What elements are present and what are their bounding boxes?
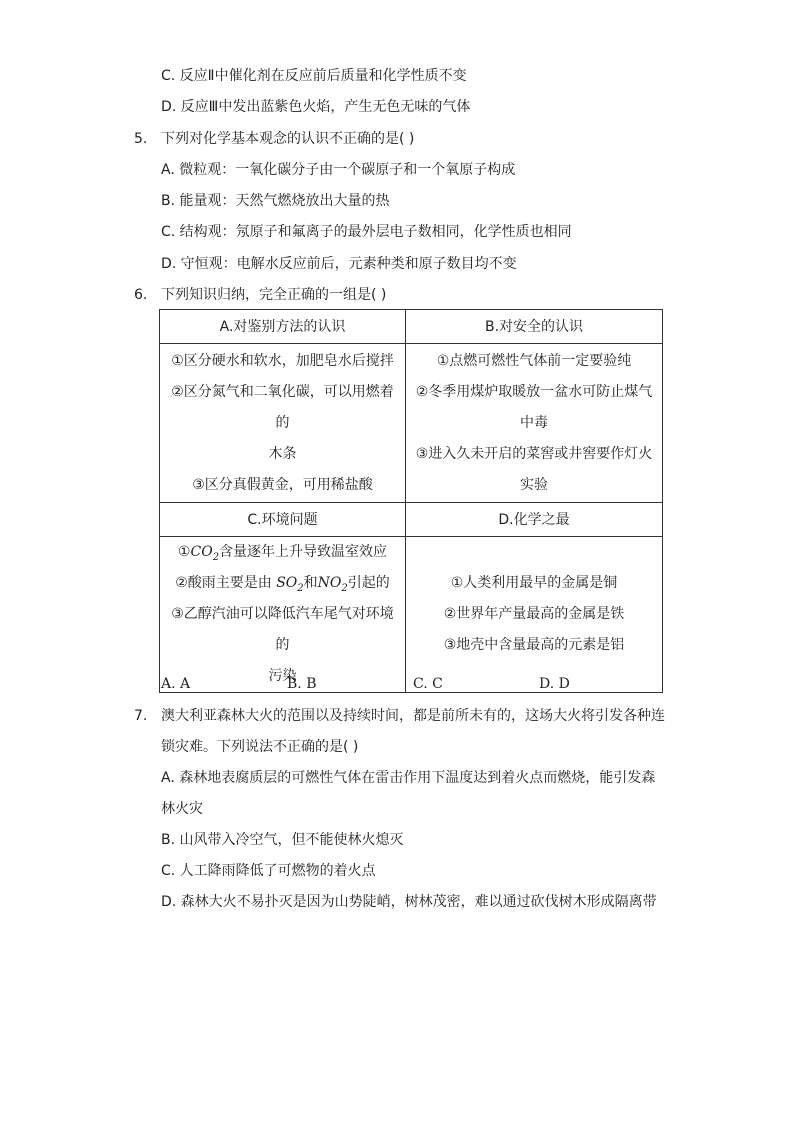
cell-a-line: ①区分硬水和软水，加肥皂水后搅拌 bbox=[171, 352, 394, 369]
cell-b-line: ③进入久未开启的菜窖或井窖要作灯火 bbox=[415, 445, 653, 462]
cell-c-line2-pre: ②酸雨主要是由 bbox=[175, 575, 272, 591]
formula-no2-sub: 2 bbox=[341, 582, 348, 594]
q6-knowledge-table bbox=[159, 309, 663, 693]
cell-a-head: A.对鉴别方法的认识 bbox=[160, 310, 406, 344]
formula-so2-sub: 2 bbox=[297, 582, 304, 594]
q5-option-a: A. 微粒观：一氧化碳分子由一个碳原子和一个氧原子构成 bbox=[161, 162, 516, 178]
formula-co2 bbox=[190, 544, 220, 563]
cell-c-body bbox=[160, 537, 406, 693]
q6-answer-c: C. C bbox=[413, 676, 443, 692]
cell-b-body bbox=[406, 344, 663, 503]
q6-answer-a: A. A bbox=[161, 676, 191, 692]
q7-option-c: C. 人工降雨降低了可燃物的着火点 bbox=[161, 863, 376, 879]
q6-answer-b: B. B bbox=[287, 676, 317, 692]
q6-answer-d: D. D bbox=[539, 676, 570, 692]
q7-number: 7. bbox=[134, 708, 148, 724]
cell-b-head: B.对安全的认识 bbox=[406, 310, 663, 344]
q7-option-d: D. 森林大火不易扑灭是因为山势陡峭，树林茂密，难以通过砍伐树木形成隔离带 bbox=[161, 894, 657, 910]
cell-a-line: 木条 bbox=[268, 445, 297, 462]
q5-option-b: B. 能量观：天然气燃烧放出大量的热 bbox=[161, 193, 390, 209]
cell-a-line: ②区分氮气和二氧化碳，可以用燃着的 bbox=[171, 383, 394, 431]
formula-co2-sub: 2 bbox=[212, 551, 220, 563]
q7-option-a-line2: 林火灾 bbox=[161, 801, 203, 817]
cell-b-line: ①点燃可燃性气体前一定要验纯 bbox=[436, 352, 632, 369]
q6-answer-choices bbox=[0, 674, 793, 694]
formula-co2-base: CO bbox=[190, 544, 213, 560]
q7-option-a-line1: A. 森林地表腐质层的可燃性气体在雷击作用下温度达到着火点而燃烧，能引发森 bbox=[161, 770, 656, 786]
cell-c-line: 污染 bbox=[268, 668, 297, 684]
formula-no2-base: NO bbox=[317, 575, 342, 591]
cell-c-line: ③乙醇汽油可以降低汽车尾气对环境的 bbox=[171, 606, 394, 653]
cell-b-line: ②冬季用煤炉取暖放一盆水可防止煤气 bbox=[415, 383, 653, 400]
cell-d-head: D.化学之最 bbox=[406, 503, 663, 537]
cell-c-line2-post: 引起的 bbox=[347, 575, 390, 591]
cell-a-line: ③区分真假黄金，可用稀盐酸 bbox=[192, 476, 373, 493]
q4-option-c: C. 反应Ⅱ中催化剂在反应前后质量和化学性质不变 bbox=[161, 68, 467, 84]
formula-so2 bbox=[276, 575, 304, 594]
cell-c-line1-pre: ① bbox=[177, 544, 191, 560]
cell-c-line bbox=[166, 537, 399, 568]
cell-d-line: ②世界年产量最高的金属是铁 bbox=[443, 606, 625, 622]
q4-option-d: D. 反应Ⅲ中发出蓝紫色火焰，产生无色无味的气体 bbox=[161, 99, 471, 115]
q5-option-d: D. 守恒观：电解水反应前后，元素种类和原子数目均不变 bbox=[161, 256, 517, 272]
cell-d-line: ①人类利用最早的金属是铜 bbox=[450, 575, 618, 591]
cell-a-body bbox=[160, 344, 406, 503]
cell-b-line: 实验 bbox=[520, 476, 548, 493]
cell-d-line: ③地壳中含量最高的元素是铝 bbox=[443, 637, 625, 653]
q5-number: 5. bbox=[134, 131, 148, 147]
q5-stem: 下列对化学基本观念的认识不正确的是( ) bbox=[161, 131, 415, 147]
formula-no2 bbox=[317, 575, 348, 594]
cell-c-line1-post: 含量逐年上升导致温室效应 bbox=[219, 544, 388, 560]
q6-number: 6. bbox=[134, 287, 148, 303]
q7-stem-line2: 锁灾难。下列说法不正确的是( ) bbox=[161, 739, 359, 755]
q7-stem-line1: 澳大利亚森林大火的范围以及持续时间，都是前所未有的，这场大火将引发各种连 bbox=[161, 708, 665, 724]
q7-option-b: B. 山风带入冷空气，但不能使林火熄灭 bbox=[161, 832, 404, 848]
q6-stem: 下列知识归纳，完全正确的一组是( ) bbox=[161, 287, 387, 303]
q5-option-c: C. 结构观：氖原子和氟离子的最外层电子数相同，化学性质也相同 bbox=[161, 224, 572, 240]
cell-c-line2-mid: 和 bbox=[303, 575, 318, 591]
cell-b-line: 中毒 bbox=[520, 414, 548, 431]
cell-d-body bbox=[406, 537, 663, 693]
cell-c-line bbox=[166, 568, 399, 599]
formula-so2-base: SO bbox=[276, 575, 298, 591]
cell-c-head: C.环境问题 bbox=[160, 503, 406, 537]
